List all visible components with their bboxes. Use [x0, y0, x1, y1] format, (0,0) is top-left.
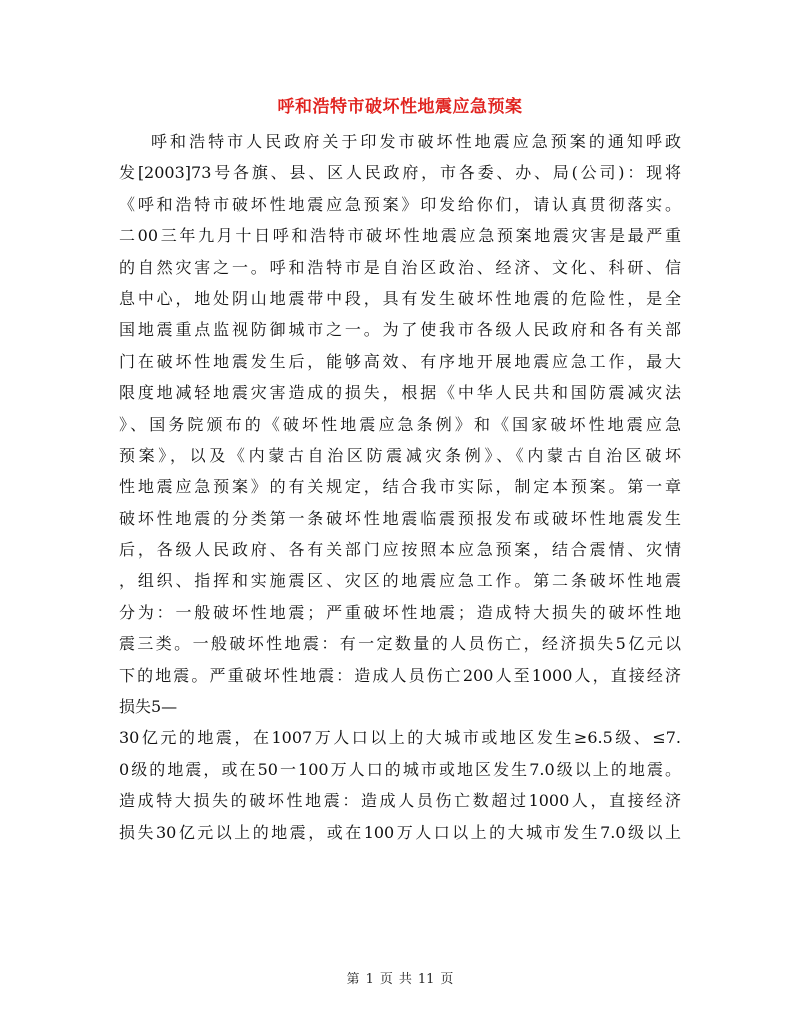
- body-line: 造成特大损失的破坏性地震：造成人员伤亡数超过1000人，直接经济: [119, 791, 681, 811]
- document-body: [119, 126, 681, 848]
- body-line: 门在破坏性地震发生后，能够高效、有序地开展地震应急工作，最大: [119, 351, 681, 371]
- body-line: 限度地减轻地震灾害造成的损失，根据《中华人民共和国防震减灾法: [119, 383, 681, 403]
- document-title: 呼和浩特市破坏性地震应急预案: [277, 97, 523, 117]
- footer-total-prefix: 共: [398, 972, 412, 987]
- body-line: 二00三年九月十日呼和浩特市破坏性地震应急预案地震灾害是最严重: [119, 226, 681, 246]
- footer-prefix: 第: [346, 972, 360, 987]
- body-line: 发[2003]73号各旗、县、区人民政府，市各委、办、局(公司)：现将: [119, 163, 681, 183]
- body-line: 的自然灾害之一。呼和浩特市是自治区政治、经济、文化、科研、信: [119, 257, 681, 277]
- body-line: 0级的地震，或在50一100万人口的城市或地区发生7.0级以上的地震。: [119, 759, 681, 779]
- body-line: 下的地震。严重破坏性地震：造成人员伤亡200人至1000人，直接经济: [119, 665, 681, 685]
- body-line: 破坏性地震的分类第一条破坏性地震临震预报发布或破坏性地震发生: [119, 508, 681, 528]
- body-line: 预案》，以及《内蒙古自治区防震减灾条例》、《内蒙古自治区破坏: [119, 445, 681, 465]
- body-line: 损失5—: [119, 697, 178, 717]
- footer-total-pages: 11: [417, 972, 435, 987]
- footer-page-unit: 页: [379, 972, 393, 987]
- body-line: 后，各级人民政府、各有关部门应按照本应急预案，结合震情、灾情: [119, 540, 681, 560]
- body-line: ，组织、指挥和实施震区、灾区的地震应急工作。第二条破坏性地震: [119, 571, 681, 591]
- body-line: 国地震重点监视防御城市之一。为了使我市各级人民政府和各有关部: [119, 320, 681, 340]
- body-line: 分为：一般破坏性地震；严重破坏性地震；造成特大损失的破坏性地: [119, 602, 681, 622]
- footer-page-number: 1: [365, 972, 374, 987]
- body-line: 损失30亿元以上的地震，或在100万人口以上的大城市发生7.0级以上: [119, 822, 681, 842]
- body-line: 震三类。一般破坏性地震：有一定数量的人员伤亡，经济损失5亿元以: [119, 634, 681, 654]
- body-line: 呼和浩特市人民政府关于印发市破坏性地震应急预案的通知呼政: [151, 132, 681, 151]
- body-line: 性地震应急预案》的有关规定，结合我市实际，制定本预案。第一章: [119, 477, 681, 497]
- footer-total-unit: 页: [440, 972, 454, 987]
- page-footer: [0, 968, 800, 987]
- body-line: 息中心，地处阴山地震带中段，具有发生破坏性地震的危险性，是全: [119, 288, 681, 308]
- body-line: 》、国务院颁布的《破坏性地震应急条例》和《国家破坏性地震应急: [119, 414, 681, 434]
- body-line: 《呼和浩特市破坏性地震应急预案》印发给你们，请认真贯彻落实。: [119, 194, 681, 214]
- body-line: 30亿元的地震，在1007万人口以上的大城市或地区发生≥6.5级、≤7.: [119, 728, 681, 748]
